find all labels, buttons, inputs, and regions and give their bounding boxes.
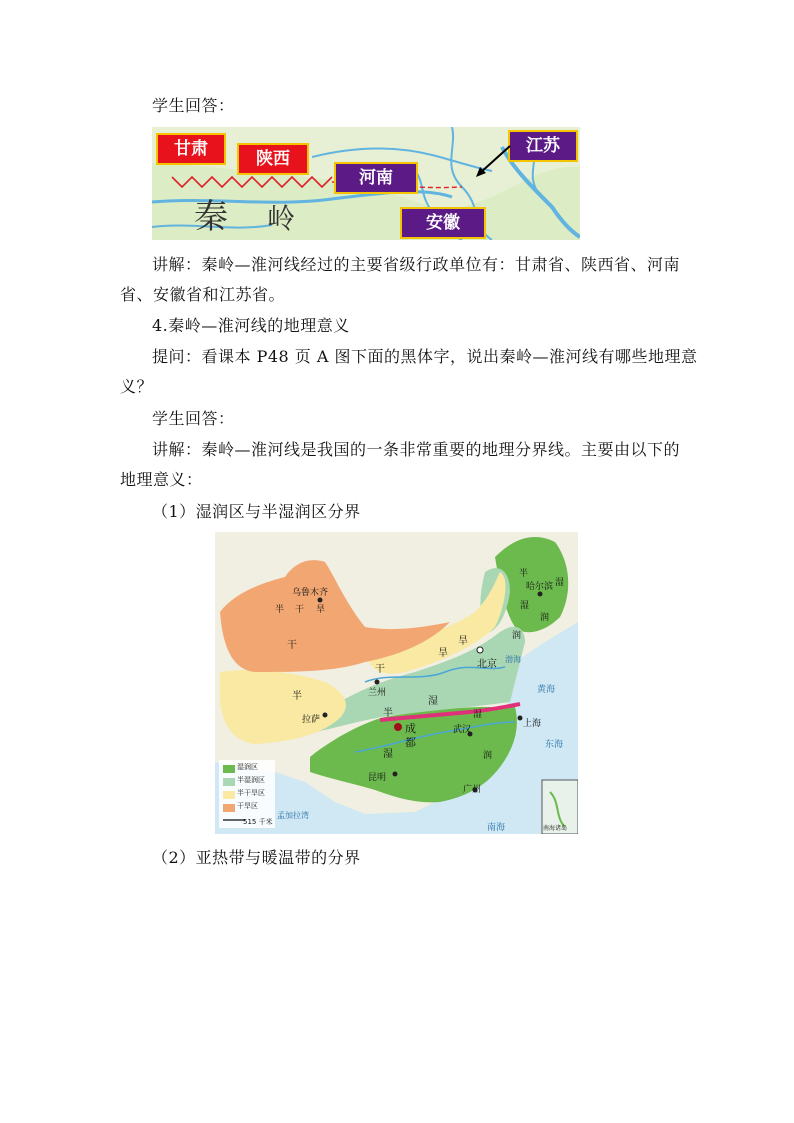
bay-of-bengal: 孟加拉湾 — [277, 811, 309, 820]
zone-ban-2: 半 — [292, 691, 302, 702]
city-harbin: 哈尔滨 — [526, 582, 554, 592]
arrow-icon — [474, 143, 514, 179]
scale-bar-label: 515 千米 — [243, 818, 273, 826]
city-beijing: 北京 — [477, 659, 497, 670]
city-kunming: 昆明 — [368, 773, 387, 783]
label-gansu: 甘肃 — [156, 133, 226, 165]
zone-han-2: 旱 — [458, 636, 468, 647]
city-shanghai: 上海 — [523, 719, 542, 729]
zone-shi-2: 湿 — [555, 578, 565, 588]
zone-shi-5: 湿 — [473, 710, 483, 720]
explanation-significance: 讲解：秦岭—淮河线是我国的一条非常重要的地理分界线。主要由以下的 — [152, 440, 681, 459]
section-heading-4: 4.秦岭—淮河线的地理意义 — [152, 316, 350, 335]
sea-nanhai: 南海 — [487, 823, 506, 833]
city-chengdu: 成 — [405, 722, 416, 735]
explanation-significance-cont: 地理意义： — [120, 470, 203, 489]
city-lhasa: 拉萨 — [302, 715, 321, 725]
zone-ban-1: 半 — [275, 605, 285, 615]
zone-gan-1: 干 — [295, 605, 305, 615]
legend-arid: 干旱区 — [237, 802, 258, 810]
zone-run-3: 润 — [483, 751, 493, 761]
label-shaanxi: 陕西 — [237, 143, 309, 175]
city-urumqi: 乌鲁木齐 — [292, 588, 329, 598]
qinling-huaihe-province-map — [152, 127, 580, 240]
city-guangzhou: 广州 — [463, 785, 482, 795]
zone-run-1: 润 — [540, 613, 550, 623]
point-1: （1）湿润区与半湿润区分界 — [152, 502, 361, 521]
sea-huanghai: 黄海 — [537, 685, 556, 695]
zone-han-3: 旱 — [438, 648, 448, 659]
city-lanzhou: 兰州 — [368, 688, 387, 698]
zone-shi-3: 湿 — [520, 601, 530, 611]
zone-shi-1: 湿 — [428, 696, 438, 707]
zone-ban-4: 半 — [519, 569, 529, 579]
sea-bohai: 渤海 — [505, 655, 521, 664]
question-text-cont: 义？ — [120, 377, 154, 396]
city-wuhan: 武汉 — [453, 725, 472, 735]
china-dry-wet-zone-map — [215, 532, 578, 834]
explanation-provinces-cont: 省、安徽省和江苏省。 — [120, 285, 286, 304]
zone-shi-4: 湿 — [383, 749, 393, 760]
question-text: 提问：看课本 P48 页 A 图下面的黑体字，说出秦岭—淮河线有哪些地理意 — [152, 347, 698, 366]
label-jiangsu: 江苏 — [508, 130, 578, 162]
inset-label: 南海诸岛 — [543, 825, 568, 832]
zone-run-2: 润 — [512, 631, 522, 641]
label-ling: 岭 — [267, 202, 296, 235]
legend-humid: 湿润区 — [237, 763, 258, 771]
legend-semiarid: 半干旱区 — [237, 789, 265, 797]
zone-han-1: 旱 — [316, 605, 326, 615]
legend-semihumid: 半湿润区 — [237, 776, 265, 784]
label-henan: 河南 — [334, 162, 418, 194]
student-answer-2: 学生回答： — [152, 409, 235, 428]
zone-gan-3: 干 — [375, 664, 385, 675]
explanation-provinces: 讲解：秦岭—淮河线经过的主要省级行政单位有：甘肃省、陕西省、河南 — [152, 255, 681, 274]
zone-gan-2: 干 — [287, 640, 297, 651]
sea-donghai: 东海 — [545, 740, 564, 750]
point-2: （2）亚热带与暖温带的分界 — [152, 848, 361, 867]
city-chengdu-2: 都 — [405, 736, 416, 749]
label-anhui: 安徽 — [400, 207, 486, 239]
label-qin: 秦 — [194, 197, 228, 237]
student-answer-1: 学生回答： — [152, 96, 235, 115]
zone-ban-3: 半 — [383, 708, 393, 719]
